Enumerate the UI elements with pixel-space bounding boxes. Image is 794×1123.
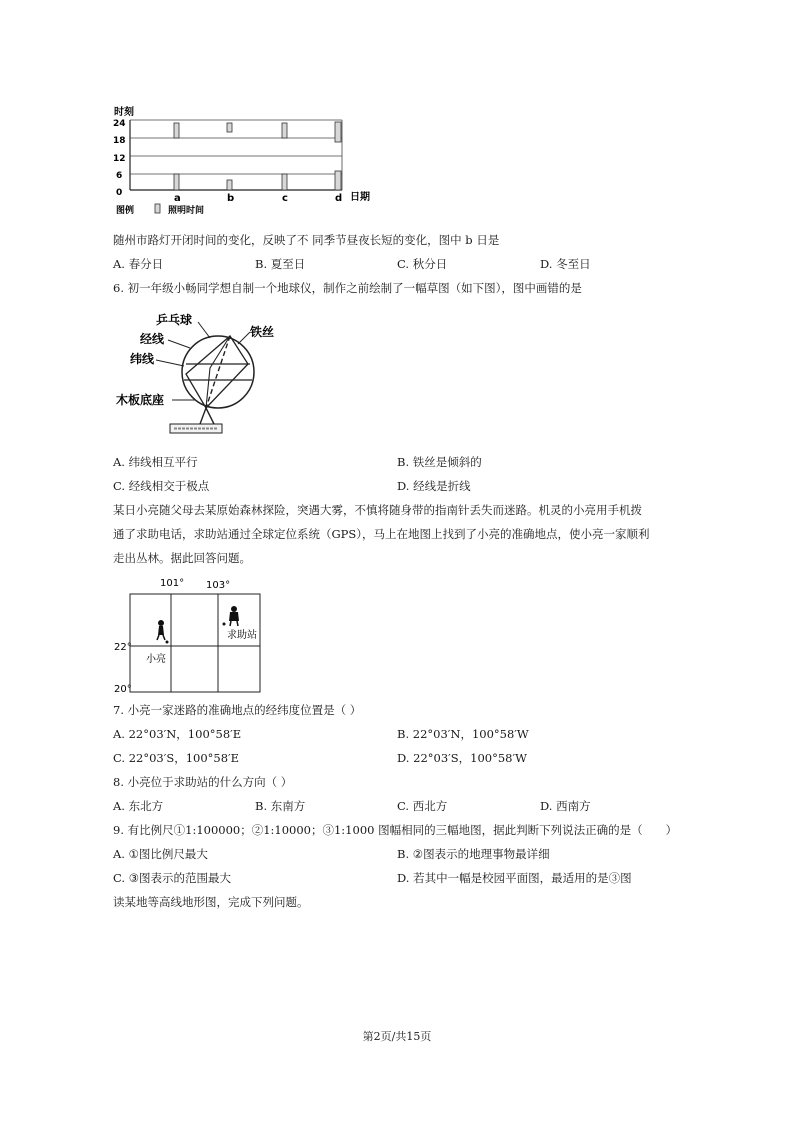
x-label-d: d (335, 193, 343, 204)
label-weixian: 纬线 (130, 352, 155, 366)
passage-line-1: 某日小亮随父母去某原始森林探险，突遇大雾，不慎将随身带的指南针丢失而迷路。机灵的小亮用手机拨 (113, 503, 642, 517)
q7-option-b: B. 22°03′N，100°58′W (397, 727, 529, 741)
passage-line-3: 走出丛林。据此回答问题。 (113, 551, 251, 565)
y-tick-0: 0 (116, 188, 123, 198)
q6-option-d: D. 经线是折线 (397, 479, 471, 493)
bar-a-evening (174, 123, 179, 138)
lat-label-22: 22° (114, 642, 132, 653)
q5-stem: 随州市路灯开闭时间的变化，反映了不 同季节昼夜长短的变化，图中 b 日是 (113, 233, 500, 247)
lighting-time-chart (110, 104, 380, 216)
q8-option-c: C. 西北方 (397, 799, 448, 813)
x-axis-title: 日期 (350, 192, 370, 203)
q9-stem: 9. 有比例尺①1:100000；②1:10000；③1:1000 图幅相同的三幅地图，据此判断下列说法正确的是（ ） (113, 823, 678, 837)
station-label: 求助站 (227, 630, 257, 641)
x-label-c: c (282, 193, 288, 204)
q5-option-a: A. 春分日 (113, 257, 164, 271)
q5-option-c: C. 秋分日 (397, 257, 448, 271)
lon-label-101: 101° (160, 578, 185, 589)
q9-option-c: C. ③图表示的范围最大 (113, 871, 232, 885)
bar-b-evening (227, 123, 232, 132)
bar-d-evening (335, 122, 341, 142)
y-tick-24: 24 (113, 119, 126, 129)
q6-option-b: B. 铁丝是倾斜的 (397, 455, 482, 469)
q9-option-d: D. 若其中一幅是校园平面图，最适用的是③图 (397, 871, 632, 885)
legend-item: 照明时间 (168, 206, 205, 216)
contour-intro: 读某地等高线地形图，完成下列问题。 (113, 895, 309, 909)
q8-stem: 8. 小亮位于求助站的什么方向（ ） (113, 775, 293, 789)
q5-option-d: D. 冬至日 (540, 257, 591, 271)
q6-option-a: A. 纬线相互平行 (113, 455, 198, 469)
label-tiesi: 铁丝 (250, 325, 275, 339)
bar-c-evening (282, 123, 287, 138)
page-footer: 第2页/共15页 (362, 1030, 432, 1043)
q7-stem: 7. 小亮一家迷路的准确地点的经纬度位置是（ ） (113, 703, 362, 717)
lon-label-103: 103° (206, 580, 231, 591)
y-tick-12: 12 (113, 154, 126, 164)
q7-option-a: A. 22°03′N，100°58′E (113, 727, 242, 741)
legend-title: 图例 (116, 206, 135, 216)
legend-swatch (155, 204, 160, 213)
person-icon (157, 620, 169, 644)
x-label-b: b (227, 193, 235, 204)
y-tick-6: 6 (116, 171, 123, 181)
label-base: 木板底座 (116, 393, 165, 407)
y-axis-title: 时刻 (114, 107, 134, 118)
q7-option-d: D. 22°03′S，100°58′W (397, 751, 527, 765)
q7-option-c: C. 22°03′S，100°58′E (113, 751, 240, 765)
bar-d-morning (335, 171, 341, 190)
bar-a-morning (174, 174, 179, 190)
y-tick-18: 18 (113, 136, 126, 146)
lat-lon-map (108, 574, 268, 696)
globe-sketch (110, 308, 290, 440)
passage-line-2: 通了求助电话，求助站通过全球定位系统（GPS），马上在地图上找到了小亮的准确地点，使小亮一家顺利 (113, 527, 650, 541)
q6-option-c: C. 经线相交于极点 (113, 479, 210, 493)
q9-option-a: A. ①图比例尺最大 (113, 847, 208, 861)
q9-option-b: B. ②图表示的地理事物最详细 (397, 847, 550, 861)
q8-option-b: B. 东南方 (255, 799, 306, 813)
person-label: 小亮 (146, 654, 166, 665)
lat-label-20: 20° (114, 684, 132, 695)
station-icon (223, 606, 240, 626)
q5-option-b: B. 夏至日 (255, 257, 306, 271)
bar-b-morning (227, 180, 232, 190)
label-jingxian: 经线 (140, 332, 165, 346)
q8-option-d: D. 西南方 (540, 799, 591, 813)
bar-c-morning (282, 174, 287, 190)
x-label-a: a (174, 193, 181, 204)
q6-stem: 6. 初一年级小畅同学想自制一个地球仪，制作之前绘制了一幅草图（如下图），图中画错的是 (113, 281, 582, 295)
q8-option-a: A. 东北方 (113, 799, 164, 813)
label-pingpong: 乒乓球 (156, 313, 193, 327)
